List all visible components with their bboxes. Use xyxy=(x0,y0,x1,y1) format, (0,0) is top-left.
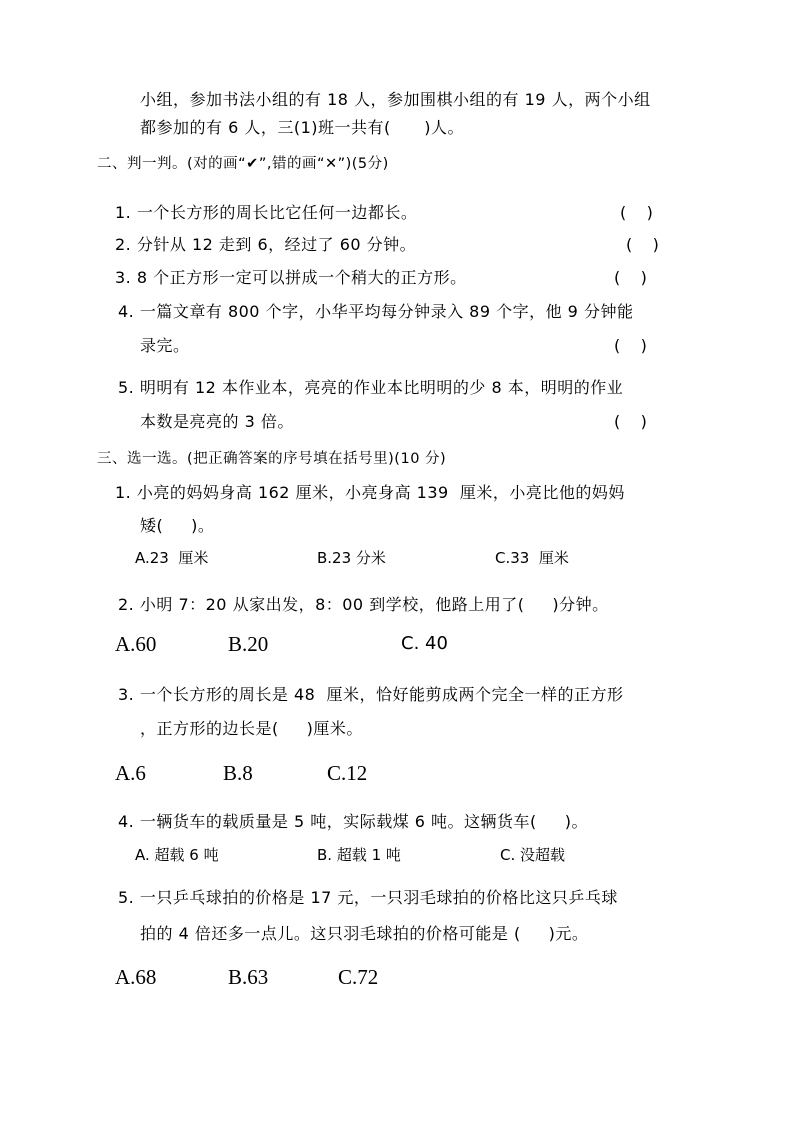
option-c: C. 没超载 xyxy=(500,846,566,864)
judge-item-4-cont: 录完。 xyxy=(140,336,190,355)
option-c: C.12 xyxy=(327,761,368,785)
judge-item-2: 2. 分针从 12 走到 6，经过了 60 分钟。 xyxy=(115,235,417,254)
option-c: C. 40 xyxy=(401,633,448,654)
choice-q2-line-1: 2. 小明 7：20 从家出发，8：00 到学校，他路上用了( )分钟。 xyxy=(118,595,609,614)
option-b: B. 超载 1 吨 xyxy=(317,846,401,864)
judge-item-4: 4. 一篇文章有 800 个字，小华平均每分钟录入 89 个字，他 9 分钟能 xyxy=(118,302,634,321)
choice-q5-options xyxy=(115,965,615,989)
intro-line-2: 都参加的有 6 人，三(1)班一共有( )人。 xyxy=(140,118,465,137)
choice-q4-options xyxy=(135,845,635,865)
option-a: A.6 xyxy=(115,761,146,785)
choice-q1-options xyxy=(135,548,635,568)
judge-item-1: 1. 一个长方形的周长比它任何一边都长。 xyxy=(115,203,418,222)
option-b: B.20 xyxy=(228,632,269,656)
answer-paren-5: ( ) xyxy=(614,412,647,431)
option-b: B.63 xyxy=(228,965,269,989)
choice-q3-line-1: 3. 一个长方形的周长是 48 厘米，恰好能剪成两个完全一样的正方形 xyxy=(118,685,624,704)
judge-item-5: 5. 明明有 12 本作业本，亮亮的作业本比明明的少 8 本，明明的作业 xyxy=(118,378,624,397)
option-b: B.23 分米 xyxy=(317,549,386,567)
option-a: A. 超载 6 吨 xyxy=(135,846,219,864)
choice-q1-line-2: 矮( )。 xyxy=(140,516,215,535)
option-a: A.68 xyxy=(115,965,157,989)
section-3-title: 三、选一选。(把正确答案的序号填在括号里)(10 分) xyxy=(97,451,447,467)
option-a: A.23 厘米 xyxy=(135,549,209,567)
choice-q5-line-2: 拍的 4 倍还多一点儿。这只羽毛球拍的价格可能是 ( )元。 xyxy=(140,924,589,943)
choice-q3-options xyxy=(115,761,615,785)
option-c: C.33 厘米 xyxy=(495,549,569,567)
answer-paren-1: ( ) xyxy=(620,203,653,222)
intro-line-1: 小组，参加书法小组的有 18 人，参加围棋小组的有 19 人，两个小组 xyxy=(140,90,651,109)
choice-q5-line-1: 5. 一只乒乓球拍的价格是 17 元，一只羽毛球拍的价格比这只乒乓球 xyxy=(118,888,618,907)
section-2-title: 二、判一判。(对的画“✔”,错的画“✕”)(5分) xyxy=(97,156,389,172)
choice-q3-line-2: ，正方形的边长是( )厘米。 xyxy=(140,719,363,738)
answer-paren-2: ( ) xyxy=(626,235,659,254)
option-c: C.72 xyxy=(338,965,379,989)
judge-item-5-cont: 本数是亮亮的 3 倍。 xyxy=(140,412,294,431)
answer-paren-4: ( ) xyxy=(614,336,647,355)
answer-paren-3: ( ) xyxy=(614,268,647,287)
option-a: A.60 xyxy=(115,632,157,656)
option-b: B.8 xyxy=(223,761,253,785)
choice-q4-line-1: 4. 一辆货车的载质量是 5 吨，实际载煤 6 吨。这辆货车( )。 xyxy=(118,812,588,831)
judge-item-3: 3. 8 个正方形一定可以拼成一个稍大的正方形。 xyxy=(115,268,467,287)
choice-q1-line-1: 1. 小亮的妈妈身高 162 厘米，小亮身高 139 厘米，小亮比他的妈妈 xyxy=(115,483,625,502)
choice-q2-options xyxy=(115,632,615,656)
